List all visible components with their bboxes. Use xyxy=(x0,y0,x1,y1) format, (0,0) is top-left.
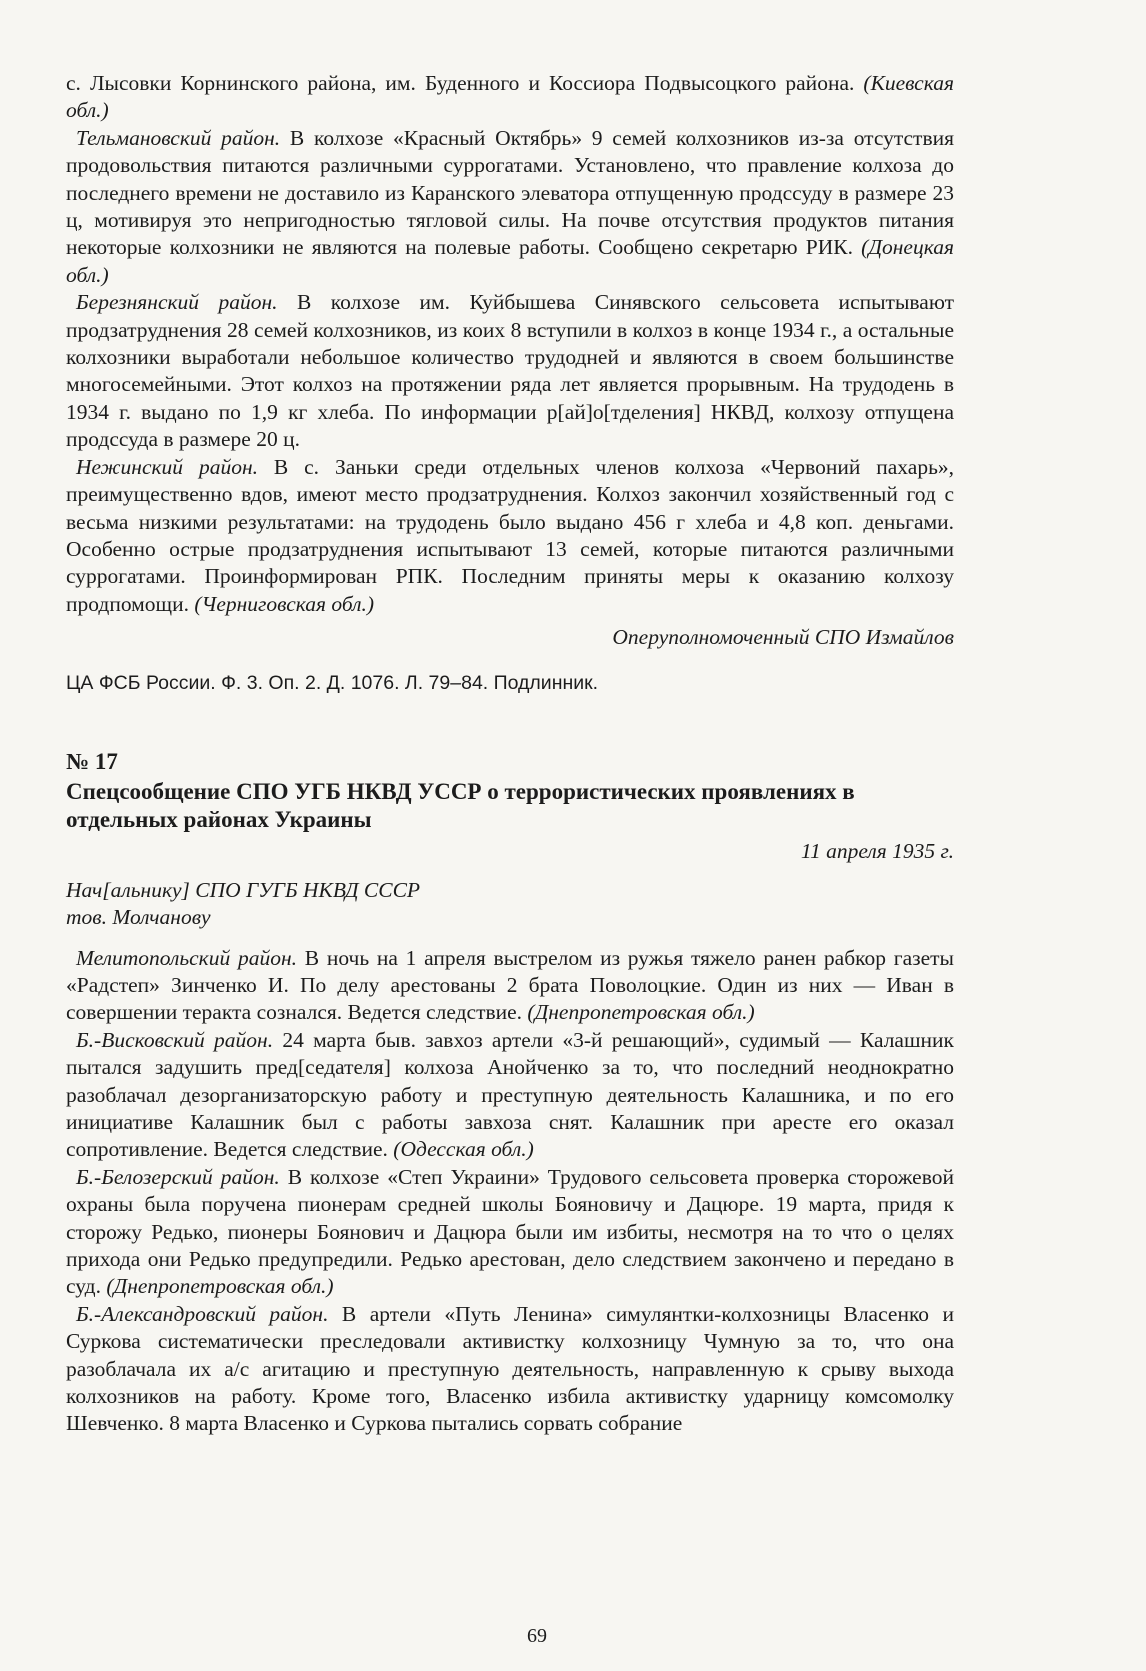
paragraph-text: 24 марта быв. завхоз артели «3-й решающий», судимый — Калашник пытался задушить пред[седателя] колхоза Анойченко за то, что последний неоднократно разоблачал дезорганизаторскую работу и преступную деятельность Калашника, и по его инициативе Калашник был с работы завхоза снят. Калашник при аресте его оказал сопротивление. Ведется следствие. xyxy=(66,1027,954,1162)
paragraph-text: В ночь на 1 апреля выстрелом из ружья тяжело ранен рабкор газеты «Радстеп» Зинченко И. По делу арестованы 2 брата Поволоцкие. Один из них — Иван в совершении теракта сознался. Ведется следствие. xyxy=(66,945,954,1025)
paragraph-lysovki xyxy=(66,70,954,125)
region-label: (Черниговская обл.) xyxy=(194,591,375,616)
document-number: № 17 xyxy=(66,748,118,774)
addressee-line: Нач[альнику] СПО ГУГБ НКВД СССР xyxy=(66,877,421,902)
paragraph-text: с. Лысовки Корнинского района, им. Буденного и Коссиора Подвысоцкого района. xyxy=(66,71,864,95)
district-label: Мелитопольский район. xyxy=(76,945,298,970)
district-label: Березнянский район. xyxy=(76,290,278,315)
signature: Оперуполномоченный СПО Измайлов xyxy=(612,625,954,650)
district-label: Нежинский район. xyxy=(76,454,258,479)
region-label: (Одесская обл.) xyxy=(393,1137,534,1162)
document-date: 11 апреля 1935 г. xyxy=(800,838,954,863)
paragraph-nezhinsky xyxy=(66,454,954,618)
paragraph-bereznyansky xyxy=(66,289,954,453)
spacer xyxy=(66,931,954,945)
paragraph-belozersky xyxy=(66,1164,954,1301)
district-label: Б.-Александровский район. xyxy=(76,1301,329,1326)
paragraph-text: В с. Заньки среди отдельных членов колхоза «Червоний пахарь», преимущественно вдов, имеют место продзатруднения. Колхоз закончил хозяйственный год с весьма низкими результатами: на трудодень было выдано 456 г хлеба и 4,8 коп. деньгами. Особенно острые продзатруднения испытывают 13 семей, которые питаются различными суррогатами. Проинформирован РПК. Последним приняты меры к оказанию колхозу продпомощи. xyxy=(66,454,954,616)
document-title: Спецсообщение СПО УГБ НКВД УССР о террористических проявлениях в отдельных районах Украины xyxy=(66,778,855,832)
district-label: Б.-Белозерский район. xyxy=(76,1164,280,1189)
page-number: 69 xyxy=(527,1625,547,1647)
archive-source: ЦА ФСБ России. Ф. 3. Оп. 2. Д. 1076. Л. 79–84. Подлинник. xyxy=(66,671,599,694)
paragraph-aleksandrovsky xyxy=(66,1301,954,1438)
region-label: (Киевская обл.) xyxy=(66,71,954,123)
paragraph-text: В артели «Путь Ленина» симулянтки-колхозницы Власенко и Суркова систематически преследовали активистку колхозницу Чумную за то, что она разоблачала их а/с агитацию и преступную деятельность, направленную к срыву выхода колхозников на работу. Кроме того, Власенко избила активистку ударницу комсомолку Шевченко. 8 марта Власенко и Суркова пытались сорвать собрание xyxy=(66,1301,955,1436)
region-label: (Днепропетровская обл.) xyxy=(527,1000,755,1025)
addressee-line: тов. Молчанову xyxy=(66,904,211,929)
region-label: (Донецкая обл.) xyxy=(66,235,954,287)
paragraph-text: В колхозе «Степ Украини» Трудового сельсовета проверка сторожевой охраны была поручена пионерам средней школы Бояновичу и Дацюре. 19 марта, придя к сторожу Редько, пионеры Боянович и Дацюра были им избиты, несмотря на то что о целях прихода они Редько предупредили. Редько арестован, дело следствием закончено и передано в суд. xyxy=(66,1164,954,1299)
paragraph-telmanovsky xyxy=(66,125,954,289)
district-label: Тельмановский район. xyxy=(76,125,281,150)
district-label: Б.-Висковский район. xyxy=(76,1027,274,1052)
addressee xyxy=(66,877,954,931)
paragraph-viskovsky xyxy=(66,1027,954,1164)
page-content xyxy=(66,70,954,1438)
paragraph-text: В колхозе «Красный Октябрь» 9 семей колхозников из-за отсутствия продовольствия питаются различными суррогатами. Установлено, что правление колхоза до последнего времени не доставило из Каранского элеватора отпущенную продссуду в размере 23 ц, мотивируя это непригодностью тягловой силы. На почве отсутствия продуктов питания некоторые колхозники не являются на полевые работы. Сообщено секретарю РИК. xyxy=(66,125,954,260)
paragraph-text: В колхозе им. Куйбышева Синявского сельсовета испытывают продзатруднения 28 семей колхозников, из коих 8 вступили в колхоз в конце 1934 г., а остальные колхозники выработали небольшое количество трудодней и являются в своем большинстве многосемейными. Этот колхоз на протяжении ряда лет является прорывным. На трудодень в 1934 г. выдано по 1,9 кг хлеба. По информации р[ай]о[тделения] НКВД, колхозу отпущена продссуда в размере 20 ц. xyxy=(66,290,954,452)
paragraph-melitopolsky xyxy=(66,945,954,1027)
region-label: (Днепропетровская обл.) xyxy=(106,1274,334,1299)
